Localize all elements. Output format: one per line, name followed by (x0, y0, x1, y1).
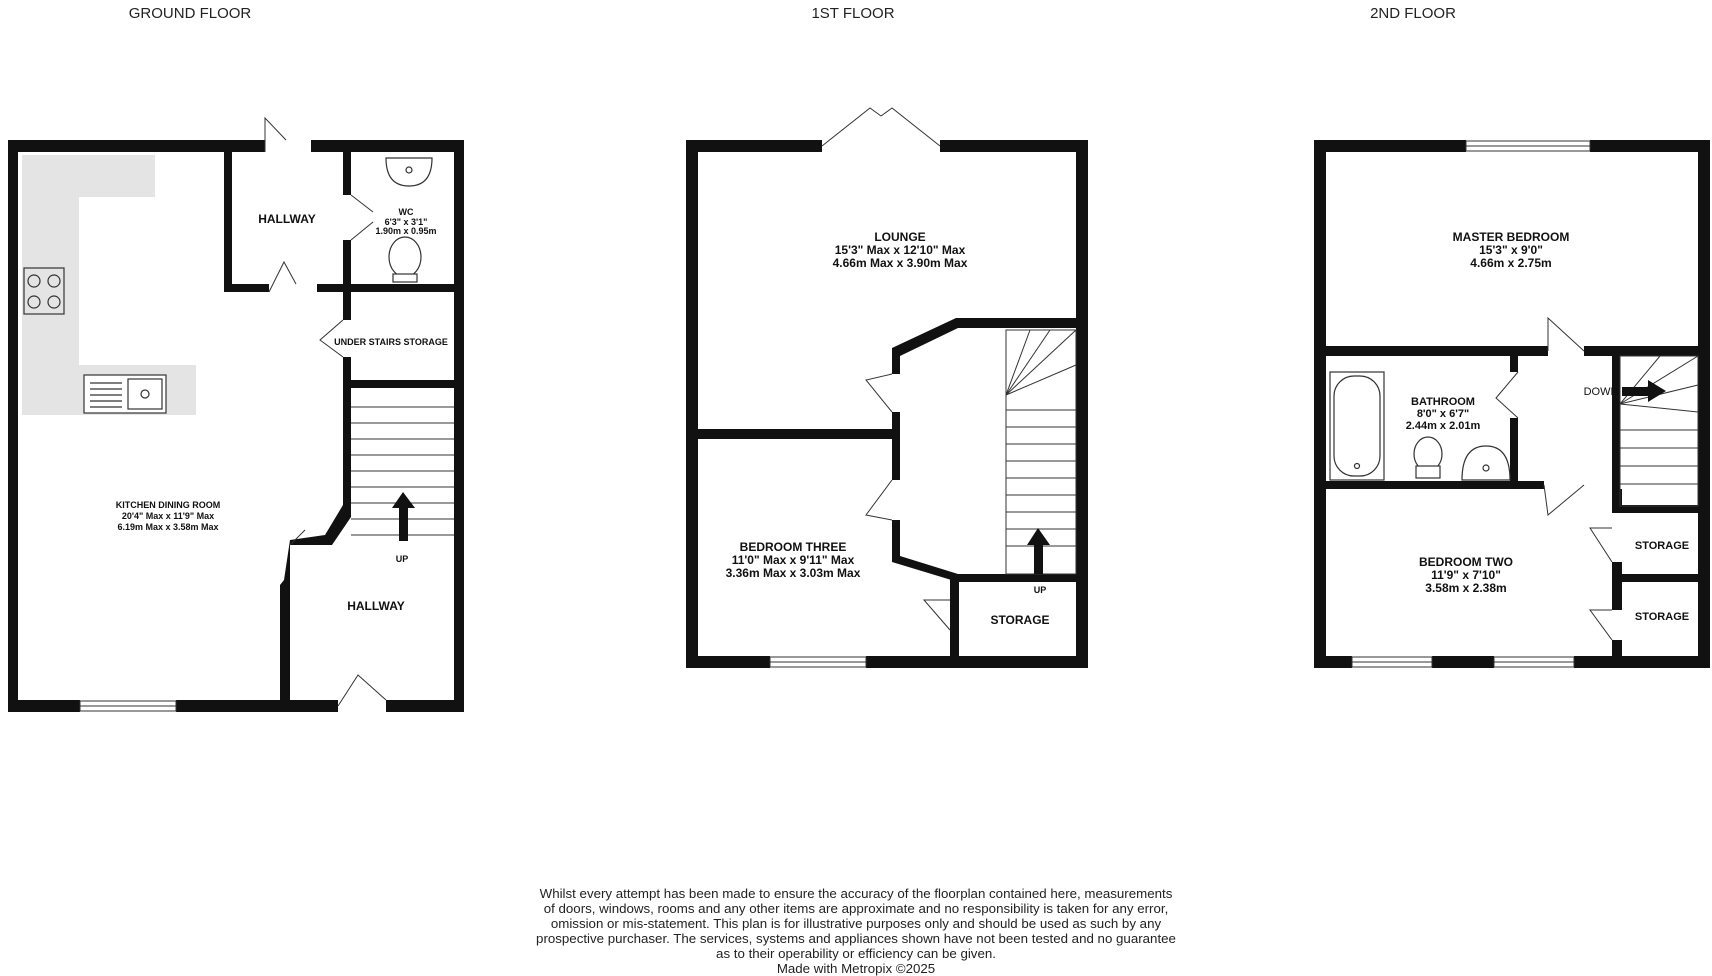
disclaimer-line: as to their operability or efficiency can be given. (716, 946, 996, 961)
bathtub-icon (1330, 372, 1384, 480)
first-floor-plan (686, 108, 1088, 668)
disclaimer-line: omission or mis-statement. This plan is for illustrative purposes only and should be used as such by any (550, 916, 1162, 931)
ground-stairs-up-label: UP (395, 554, 409, 564)
bathroom-metric: 2.44m x 2.01m (1405, 420, 1481, 432)
under-stairs-storage-label: UNDER STAIRS STORAGE (334, 337, 448, 347)
lounge-name: LOUNGE (874, 230, 926, 244)
first-stairs-up-arrow-icon (1027, 528, 1050, 574)
wc-room-label (375, 207, 436, 236)
second-storage-1-label: STORAGE (1634, 540, 1690, 552)
lounge-room-label (833, 230, 968, 270)
bedroom-two-metric: 3.58m x 2.38m (1425, 581, 1507, 595)
bathroom-name: BATHROOM (1411, 396, 1475, 408)
kitchen-sink-icon (84, 375, 166, 413)
bedroom-two-imperial: 11'9" x 7'10" (1431, 568, 1501, 582)
bathroom-toilet-icon (1414, 437, 1442, 478)
master-bedroom-name: MASTER BEDROOM (1452, 230, 1570, 244)
bathroom-basin-icon (1462, 446, 1510, 480)
kitchen-room-label (116, 500, 221, 532)
wc-name: WC (398, 207, 414, 217)
first-walls (686, 140, 1088, 668)
kitchen-name: KITCHEN DINING ROOM (115, 500, 221, 510)
ground-window (80, 701, 176, 711)
disclaimer-line: Whilst every attempt has been made to ensure the accuracy of the floorplan contained here, measurements (539, 886, 1173, 901)
disclaimer-line: of doors, windows, rooms and any other items are approximate and no responsibility is taken for any error, (543, 901, 1169, 916)
bathroom-room-label (1406, 396, 1481, 432)
wc-imperial: 6'3" x 3'1" (384, 217, 428, 227)
hallway-bottom-label: HALLWAY (347, 599, 405, 613)
lounge-imperial: 15'3" Max x 12'10" Max (834, 243, 966, 257)
second-stairs-down-label: DOWN (1583, 386, 1619, 398)
bedroom-three-name: BEDROOM THREE (739, 540, 847, 554)
kitchen-metric: 6.19m Max x 3.58m Max (117, 522, 219, 532)
hallway-top-label: HALLWAY (258, 212, 316, 226)
bedroom-three-metric: 3.36m Max x 3.03m Max (725, 566, 861, 580)
first-floor-title: 1ST FLOOR (811, 5, 895, 22)
toilet-icon (389, 237, 421, 282)
bedroom-three-room-label (726, 540, 861, 580)
bedroom-two-name: BEDROOM TWO (1419, 555, 1513, 569)
master-bedroom-room-label (1453, 230, 1570, 270)
second-stairs (1620, 356, 1698, 506)
ground-floor-title: GROUND FLOOR (128, 5, 252, 22)
disclaimer-line: prospective purchaser. The services, systems and appliances shown have not been tested and no guarantee (536, 931, 1176, 946)
first-stairs-up-label: UP (1033, 585, 1047, 595)
kitchen-imperial: 20'4" Max x 11'9" Max (121, 511, 215, 521)
bedroom-three-imperial: 11'0" Max x 9'11" Max (731, 553, 855, 567)
first-storage-label: STORAGE (990, 613, 1050, 627)
ground-floor-plan (8, 118, 464, 712)
second-storage-2-label: STORAGE (1634, 611, 1690, 623)
bathroom-imperial: 8'0" x 6'7" (1416, 408, 1470, 420)
wc-basin-icon (386, 158, 432, 186)
wc-metric: 1.90m x 0.95m (375, 226, 437, 236)
lounge-metric: 4.66m Max x 3.90m Max (832, 256, 968, 270)
second-floor-plan (1314, 140, 1710, 668)
first-window (770, 657, 866, 667)
metropix-credit: Made with Metropix ©2025 (776, 961, 936, 976)
master-bedroom-imperial: 15'3" x 9'0" (1479, 243, 1543, 257)
stairs-up-arrow-icon (392, 492, 415, 541)
bedroom-two-room-label (1419, 555, 1513, 595)
second-floor-title: 2ND FLOOR (1370, 5, 1456, 22)
master-bedroom-metric: 4.66m x 2.75m (1470, 256, 1552, 270)
disclaimer (520, 886, 1192, 976)
